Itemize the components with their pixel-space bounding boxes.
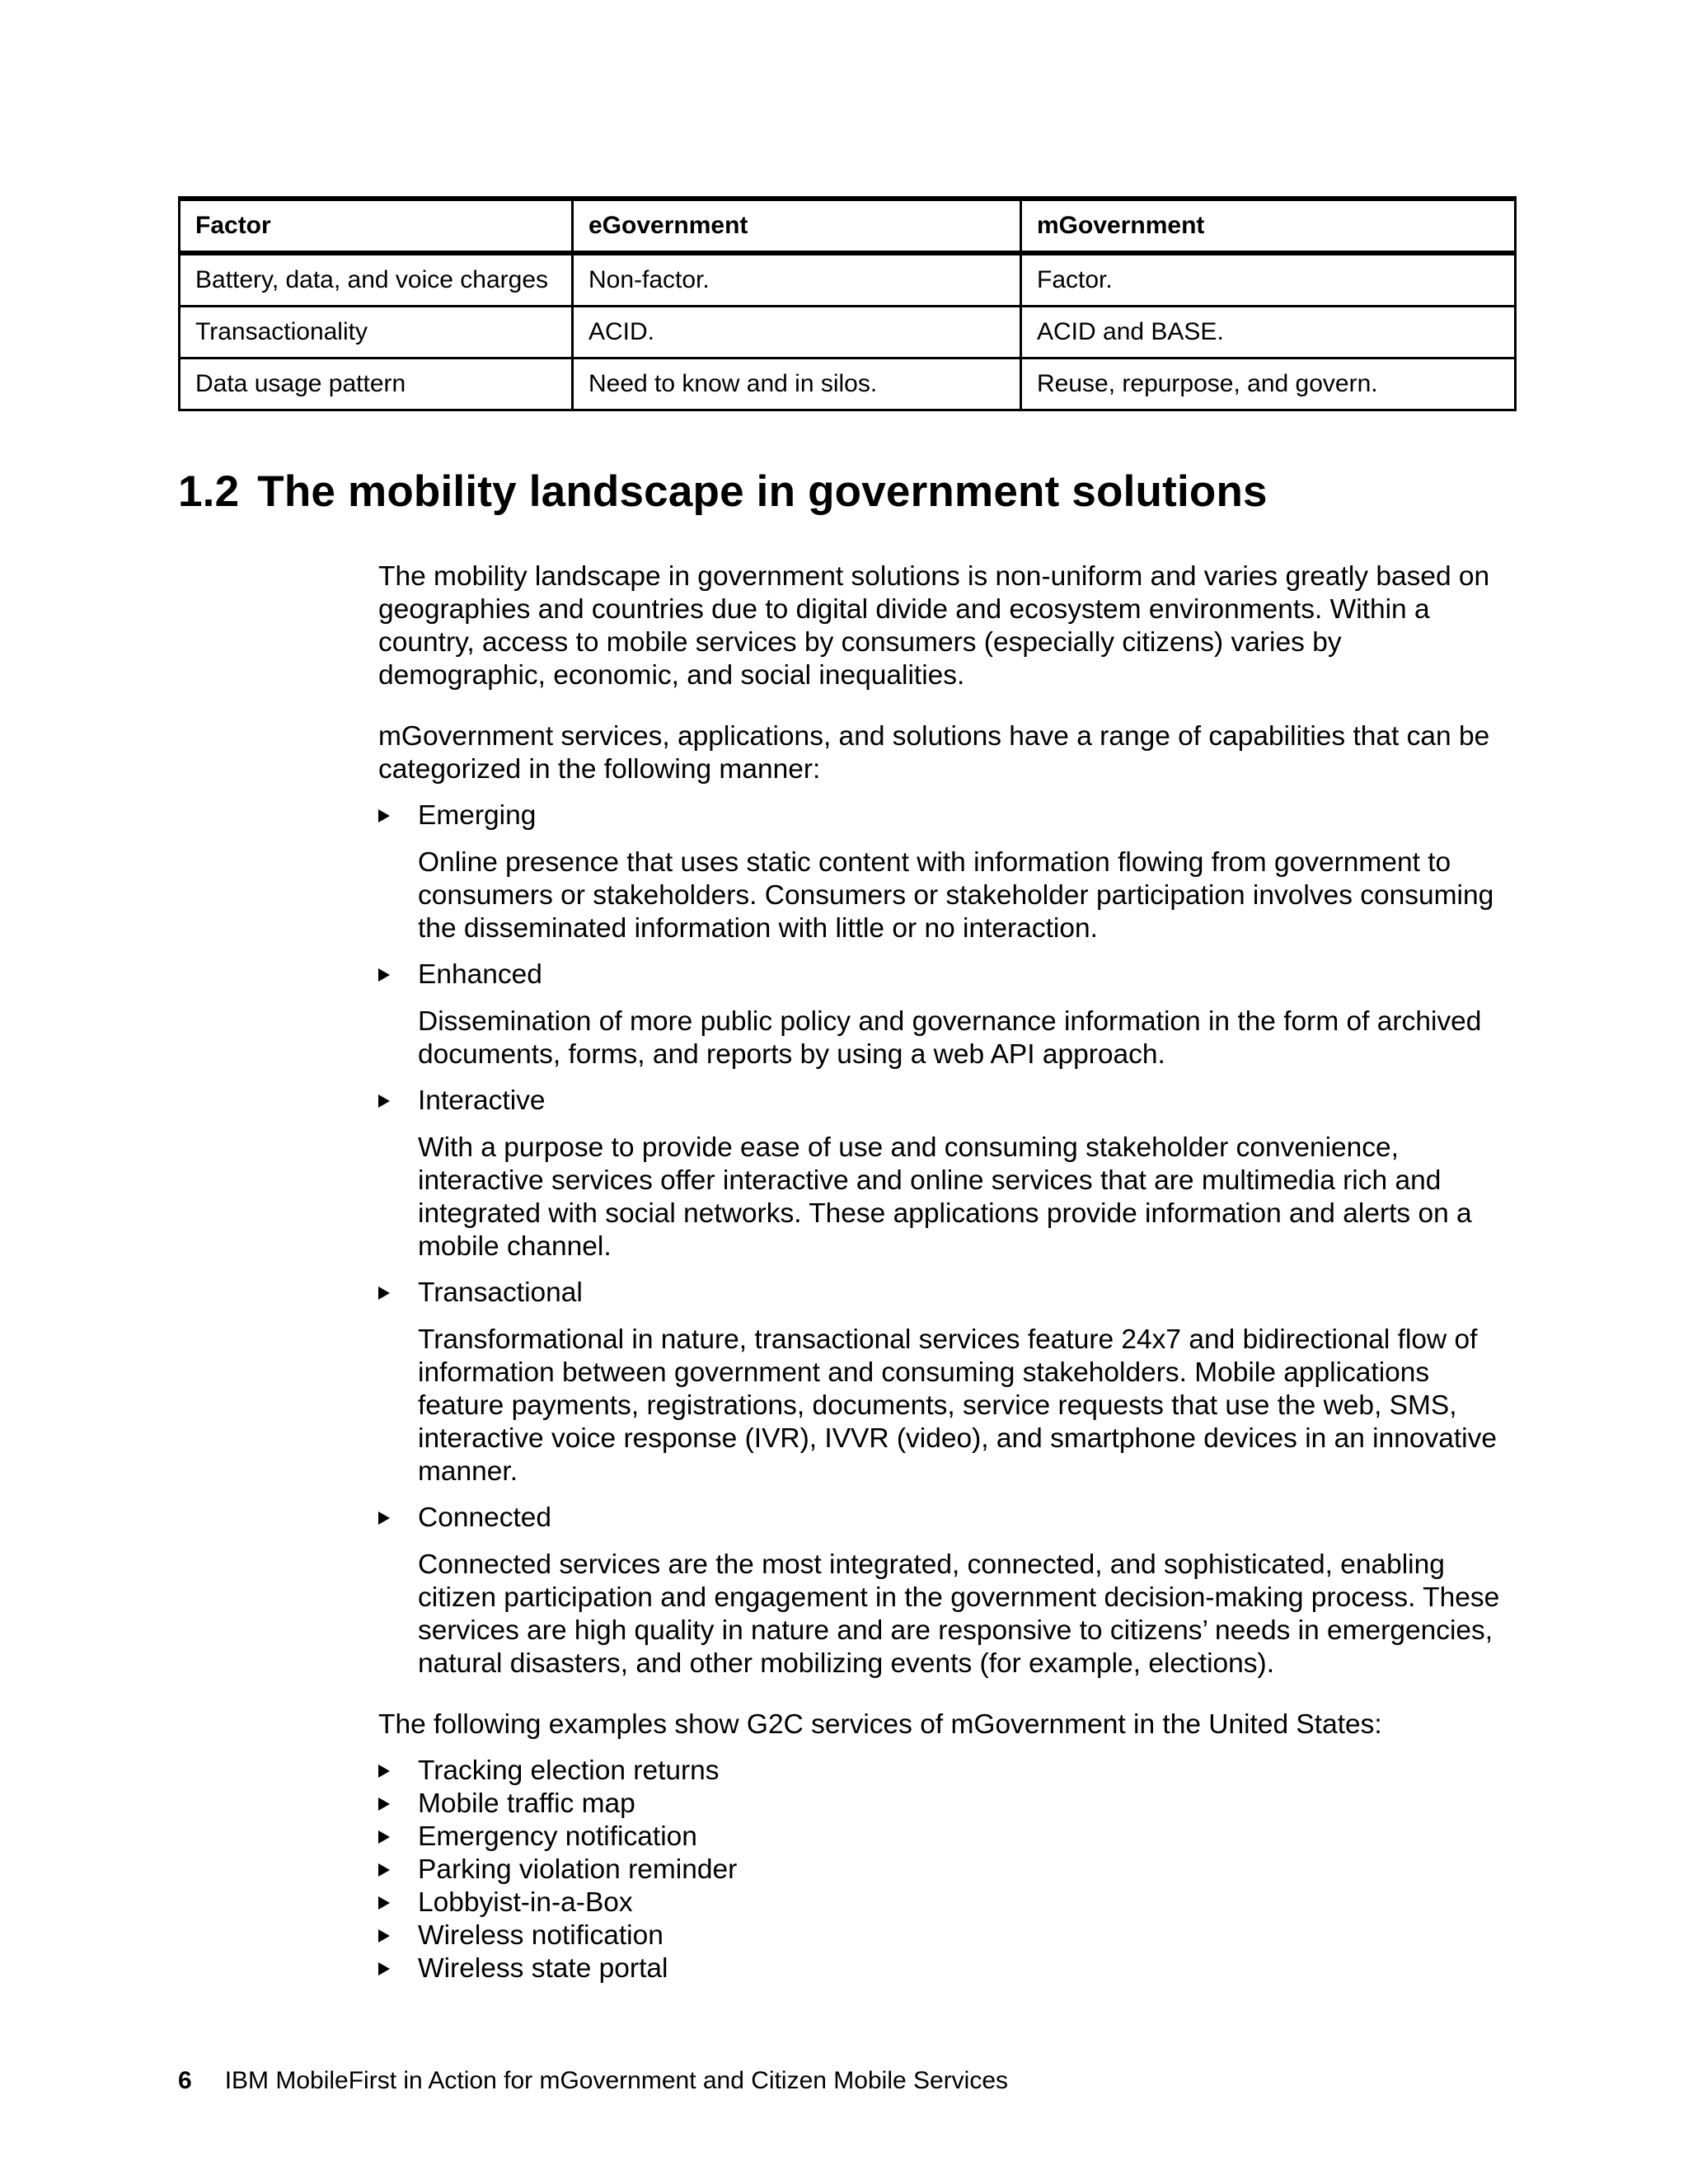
bullet-arrow-icon xyxy=(378,1765,390,1778)
bullet-arrow-icon xyxy=(378,1830,390,1844)
comparison-table xyxy=(178,196,1517,411)
capability-description: Online presence that uses static content with information flowing from government to consumers or stakeholders. Consumers or stakeholder participation involves consuming the disseminated information with little or no interaction. xyxy=(418,847,1494,944)
table-row xyxy=(180,307,1516,359)
table-row xyxy=(180,359,1516,410)
capabilities-lead-paragraph: mGovernment services, applications, and solutions have a range of capabilities that can be categorized in the following manner: xyxy=(378,721,1490,785)
capability-name: Emerging xyxy=(418,800,537,831)
list-item xyxy=(378,1788,1516,1821)
section-heading xyxy=(178,466,1268,517)
capability-description: With a purpose to provide ease of use and consuming stakeholder convenience, interactive services offer interactive and online services that are multimedia rich and integrated with social networks. These applications provide information and alerts on a mobile channel. xyxy=(418,1132,1472,1262)
list-item xyxy=(378,1886,1516,1919)
example-text: Lobbyist-in-a-Box xyxy=(418,1887,633,1918)
list-item xyxy=(378,1919,1516,1952)
example-text: Emergency notification xyxy=(418,1821,697,1852)
list-item xyxy=(378,1755,1516,1788)
bullet-arrow-icon xyxy=(378,1863,390,1877)
example-text: Parking violation reminder xyxy=(418,1854,738,1885)
bullet-arrow-icon xyxy=(378,968,390,982)
table-cell: Transactionality xyxy=(180,307,573,359)
example-text: Mobile traffic map xyxy=(418,1788,635,1819)
intro-paragraph: The mobility landscape in government solutions is non-uniform and varies greatly based on geographies and countries due to digital divide and ecosystem environments. Within a country, access to mobile services by consumers (especially citizens) varies by demographic, economic, and social inequalities. xyxy=(378,561,1490,691)
header-factor: Factor xyxy=(180,199,573,253)
table-cell: Need to know and in silos. xyxy=(573,359,1021,410)
table-cell: Reuse, repurpose, and govern. xyxy=(1021,359,1516,410)
page-footer xyxy=(178,2067,1008,2095)
table-cell: Factor. xyxy=(1021,253,1516,307)
list-item xyxy=(378,1502,1516,1680)
list-item xyxy=(378,958,1516,1071)
section-title-text: The mobility landscape in government solutions xyxy=(257,467,1268,516)
page-number: 6 xyxy=(178,2067,192,2094)
bullet-arrow-icon xyxy=(378,1511,390,1525)
table-cell: ACID. xyxy=(573,307,1021,359)
bullet-arrow-icon xyxy=(378,1896,390,1910)
bullet-arrow-icon xyxy=(378,1962,390,1975)
capabilities-list xyxy=(378,799,1516,1680)
table-cell: ACID and BASE. xyxy=(1021,307,1516,359)
bullet-arrow-icon xyxy=(378,1286,390,1300)
table-cell: Non-factor. xyxy=(573,253,1021,307)
list-item xyxy=(378,799,1516,945)
capability-name: Connected xyxy=(418,1502,552,1533)
table-header-row xyxy=(180,199,1516,253)
list-item xyxy=(378,1277,1516,1488)
example-text: Wireless state portal xyxy=(418,1953,668,1984)
capability-name: Transactional xyxy=(418,1277,583,1308)
list-item xyxy=(378,1854,1516,1886)
table-row xyxy=(180,253,1516,307)
section-number: 1.2 xyxy=(178,467,240,516)
capability-name: Enhanced xyxy=(418,959,542,990)
list-item xyxy=(378,1821,1516,1854)
example-text: Wireless notification xyxy=(418,1920,663,1951)
capability-description: Transformational in nature, transactional services feature 24x7 and bidirectional flow of information between government and consuming stakeholders. Mobile applications feature payments, registrations, documents, service requests that use the web, SMS, interactive voice response (IVR), IVVR (video), and smartphone devices in an innovative manner. xyxy=(418,1324,1498,1487)
bullet-arrow-icon xyxy=(378,1929,390,1943)
header-egovernment: eGovernment xyxy=(573,199,1021,253)
body-text xyxy=(378,560,1516,1985)
capability-description: Connected services are the most integrated, connected, and sophisticated, enabling citizen participation and engagement in the government decision-making process. These services are high quality in nature and are responsive to citizens’ needs in emergencies, natural disasters, and other mobilizing events (for example, elections). xyxy=(418,1549,1500,1679)
table-cell: Data usage pattern xyxy=(180,359,573,410)
capability-description: Dissemination of more public policy and governance information in the form of archived documents, forms, and reports by using a web API approach. xyxy=(418,1006,1482,1070)
table-cell: Battery, data, and voice charges xyxy=(180,253,573,307)
book-title: IBM MobileFirst in Action for mGovernment and Citizen Mobile Services xyxy=(224,2067,1009,2094)
examples-list xyxy=(378,1755,1516,1985)
capability-name: Interactive xyxy=(418,1085,546,1116)
bullet-arrow-icon xyxy=(378,809,390,823)
example-text: Tracking election returns xyxy=(418,1755,720,1786)
examples-lead-paragraph: The following examples show G2C services of mGovernment in the United States: xyxy=(378,1709,1382,1740)
header-mgovernment: mGovernment xyxy=(1021,199,1516,253)
list-item xyxy=(378,1085,1516,1263)
list-item xyxy=(378,1952,1516,1985)
bullet-arrow-icon xyxy=(378,1797,390,1811)
bullet-arrow-icon xyxy=(378,1094,390,1108)
